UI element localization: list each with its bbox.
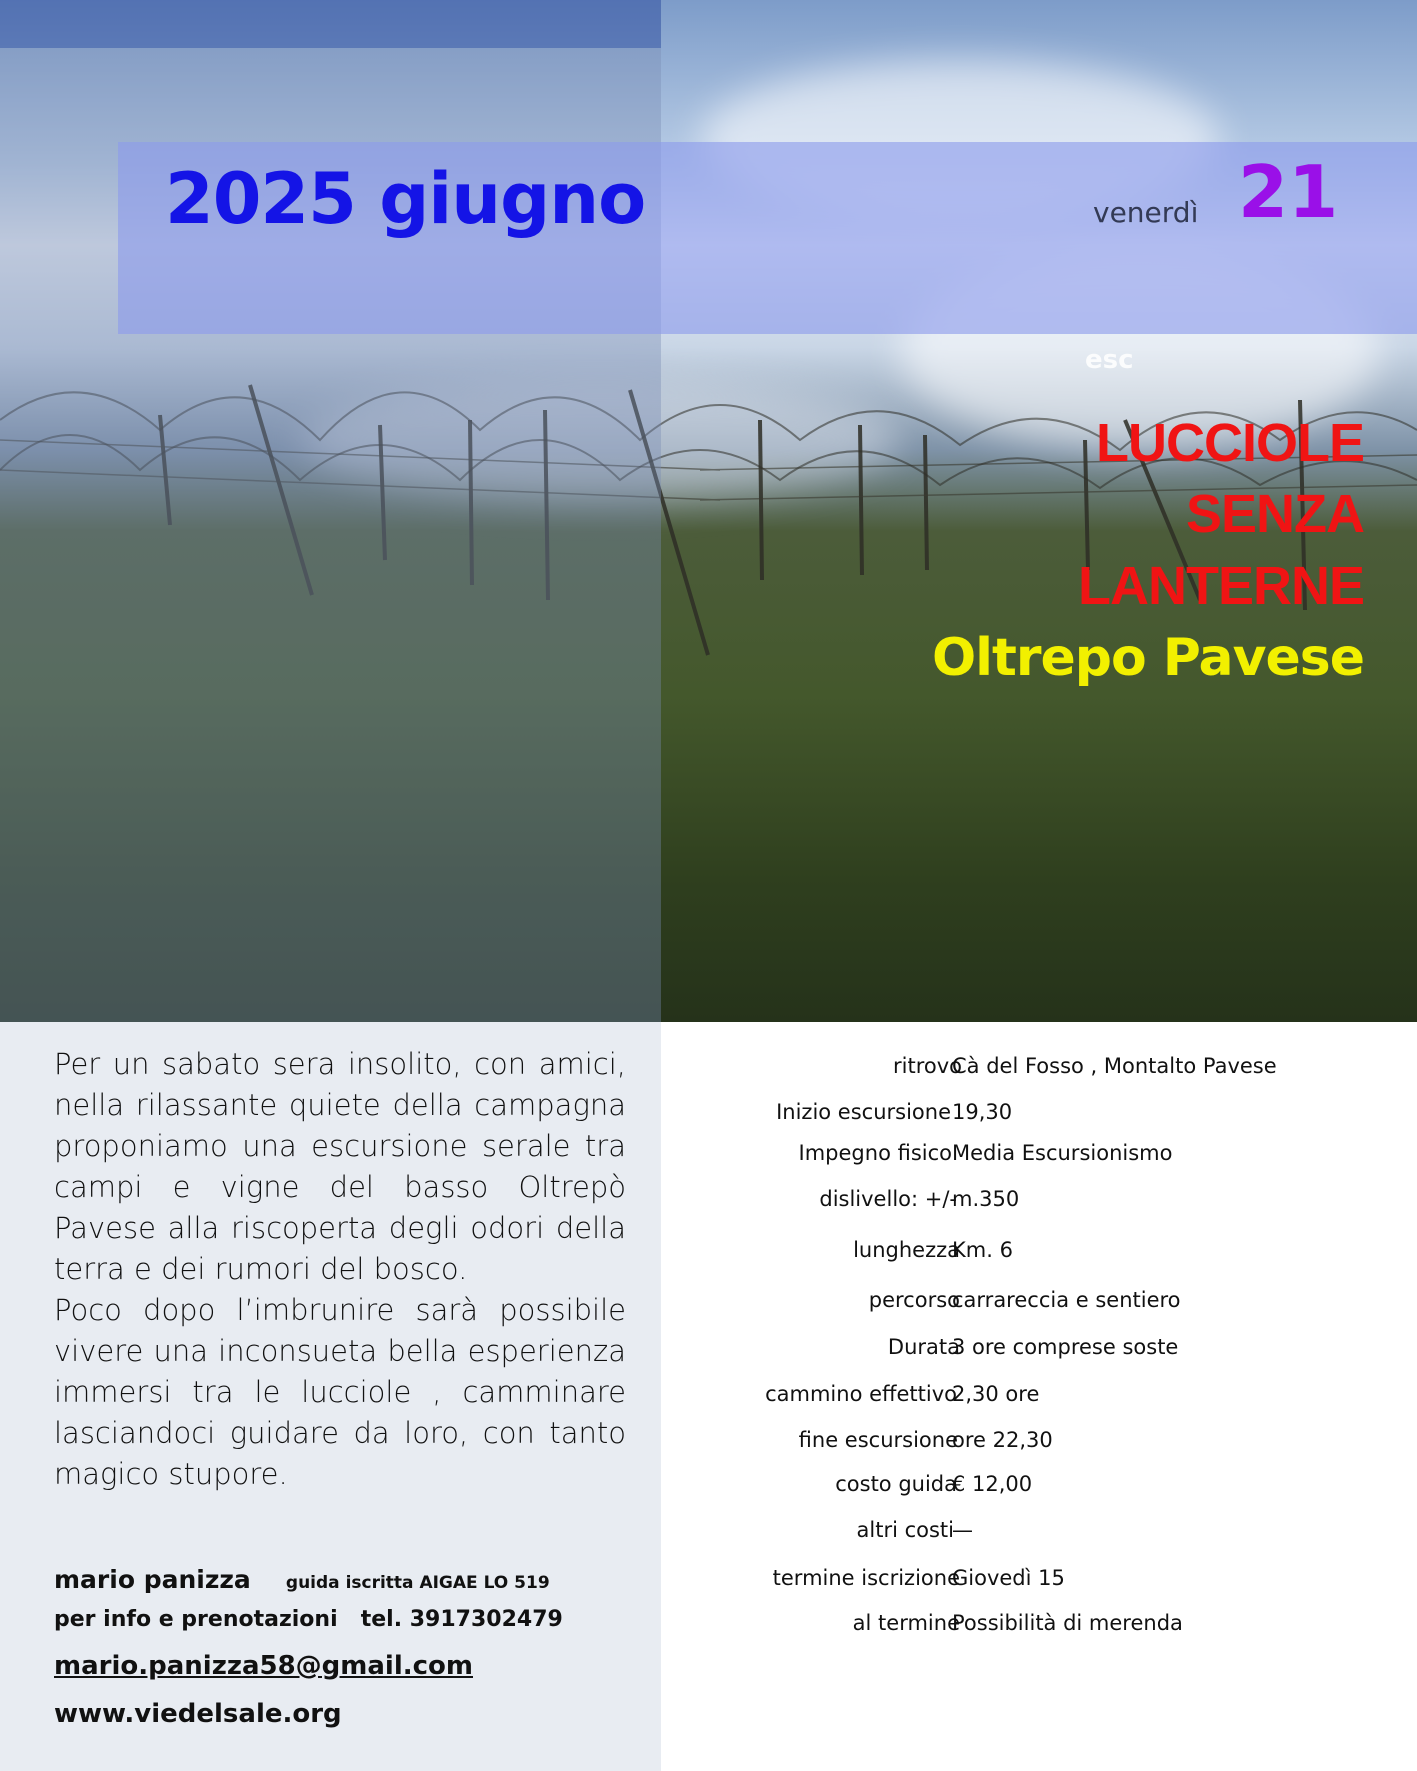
phone-number[interactable]: tel. 3917302479 <box>360 1607 563 1632</box>
detail-value: Possibilità di merenda <box>952 1611 1183 1635</box>
detail-value: 2,30 ore <box>952 1382 1040 1406</box>
info-label: per info e prenotazioni <box>54 1607 338 1632</box>
detail-label: ritrovo <box>893 1054 962 1078</box>
event-title <box>1078 408 1364 622</box>
detail-label: costo guida <box>835 1472 957 1496</box>
website-row <box>54 1699 563 1729</box>
info-row <box>54 1607 563 1651</box>
email-row <box>54 1651 563 1699</box>
detail-label: fine escursione <box>798 1428 958 1452</box>
detail-value: Giovedì 15 <box>952 1566 1065 1590</box>
detail-row <box>680 1187 1400 1217</box>
guide-name: mario panizza <box>54 1565 251 1594</box>
detail-label: cammino effettivo <box>765 1382 957 1406</box>
detail-value: Media Escursionismo <box>952 1141 1173 1165</box>
detail-value: 19,30 <box>952 1100 1013 1124</box>
detail-row <box>680 1238 1400 1268</box>
email-link[interactable]: mario.panizza58@gmail.com <box>54 1651 473 1681</box>
detail-row <box>680 1054 1400 1084</box>
detail-value: m.350 <box>952 1187 1020 1211</box>
event-location: Oltrepo Pavese <box>931 628 1364 688</box>
website-link[interactable]: www.viedelsale.org <box>54 1699 342 1729</box>
detail-value: carrareccia e sentiero <box>952 1288 1181 1312</box>
year-month-heading: 2025 giugno <box>165 158 646 240</box>
guide-registration: guida iscritta AIGAE LO 519 <box>285 1573 550 1593</box>
detail-row <box>680 1428 1400 1458</box>
detail-label: lunghezza <box>853 1238 960 1262</box>
detail-row <box>680 1566 1400 1596</box>
detail-row <box>680 1382 1400 1412</box>
detail-row <box>680 1611 1400 1641</box>
description-paragraph: Per un sabato sera insolito, con amici, nella rilassante quiete della campagna proponiamo una escursione serale tra campi e vigne del basso Oltrepò Pavese alla riscoperta degli odori della terra e dei rumori del bosco. <box>54 1047 626 1286</box>
detail-value: ore 22,30 <box>952 1428 1053 1452</box>
detail-value: — <box>952 1518 973 1542</box>
detail-label: Durata <box>887 1335 960 1359</box>
title-line: SENZA <box>1185 484 1364 545</box>
detail-row <box>680 1335 1400 1365</box>
detail-label: percorso <box>868 1288 960 1312</box>
detail-label: Inizio escursione <box>776 1100 951 1124</box>
detail-value: Cà del Fosso , Montalto Pavese <box>952 1054 1277 1078</box>
detail-row <box>680 1288 1400 1318</box>
title-line: LANTERNE <box>1078 555 1364 616</box>
detail-row <box>680 1141 1400 1171</box>
detail-row <box>680 1472 1400 1502</box>
day-number: 21 <box>1238 150 1339 234</box>
detail-label: dislivello: +/- <box>819 1187 957 1211</box>
top-accent-bar <box>0 0 661 48</box>
event-description <box>54 1044 626 1495</box>
detail-row <box>680 1518 1400 1548</box>
detail-value: 3 ore comprese soste <box>952 1335 1179 1359</box>
detail-label: altri costi <box>856 1518 954 1542</box>
detail-label: termine iscrizione <box>772 1566 960 1590</box>
description-paragraph: Poco dopo l’imbrunire sarà possibile vivere una inconsueta bella esperienza immersi tra le lucciole , camminare lasciandoci guidare da loro, con tanto magico stupore. <box>54 1293 626 1491</box>
partial-word: esc <box>1085 345 1134 375</box>
detail-label: al termine <box>852 1611 960 1635</box>
detail-value: Km. 6 <box>952 1238 1013 1262</box>
contact-block <box>54 1565 563 1729</box>
detail-row <box>680 1100 1400 1130</box>
weekday-label: venerdì <box>1093 196 1199 229</box>
detail-label: Impegno fisico <box>798 1141 952 1165</box>
detail-value: € 12,00 <box>952 1472 1033 1496</box>
title-line: LUCCIOLE <box>1096 413 1364 473</box>
guide-row <box>54 1565 563 1607</box>
